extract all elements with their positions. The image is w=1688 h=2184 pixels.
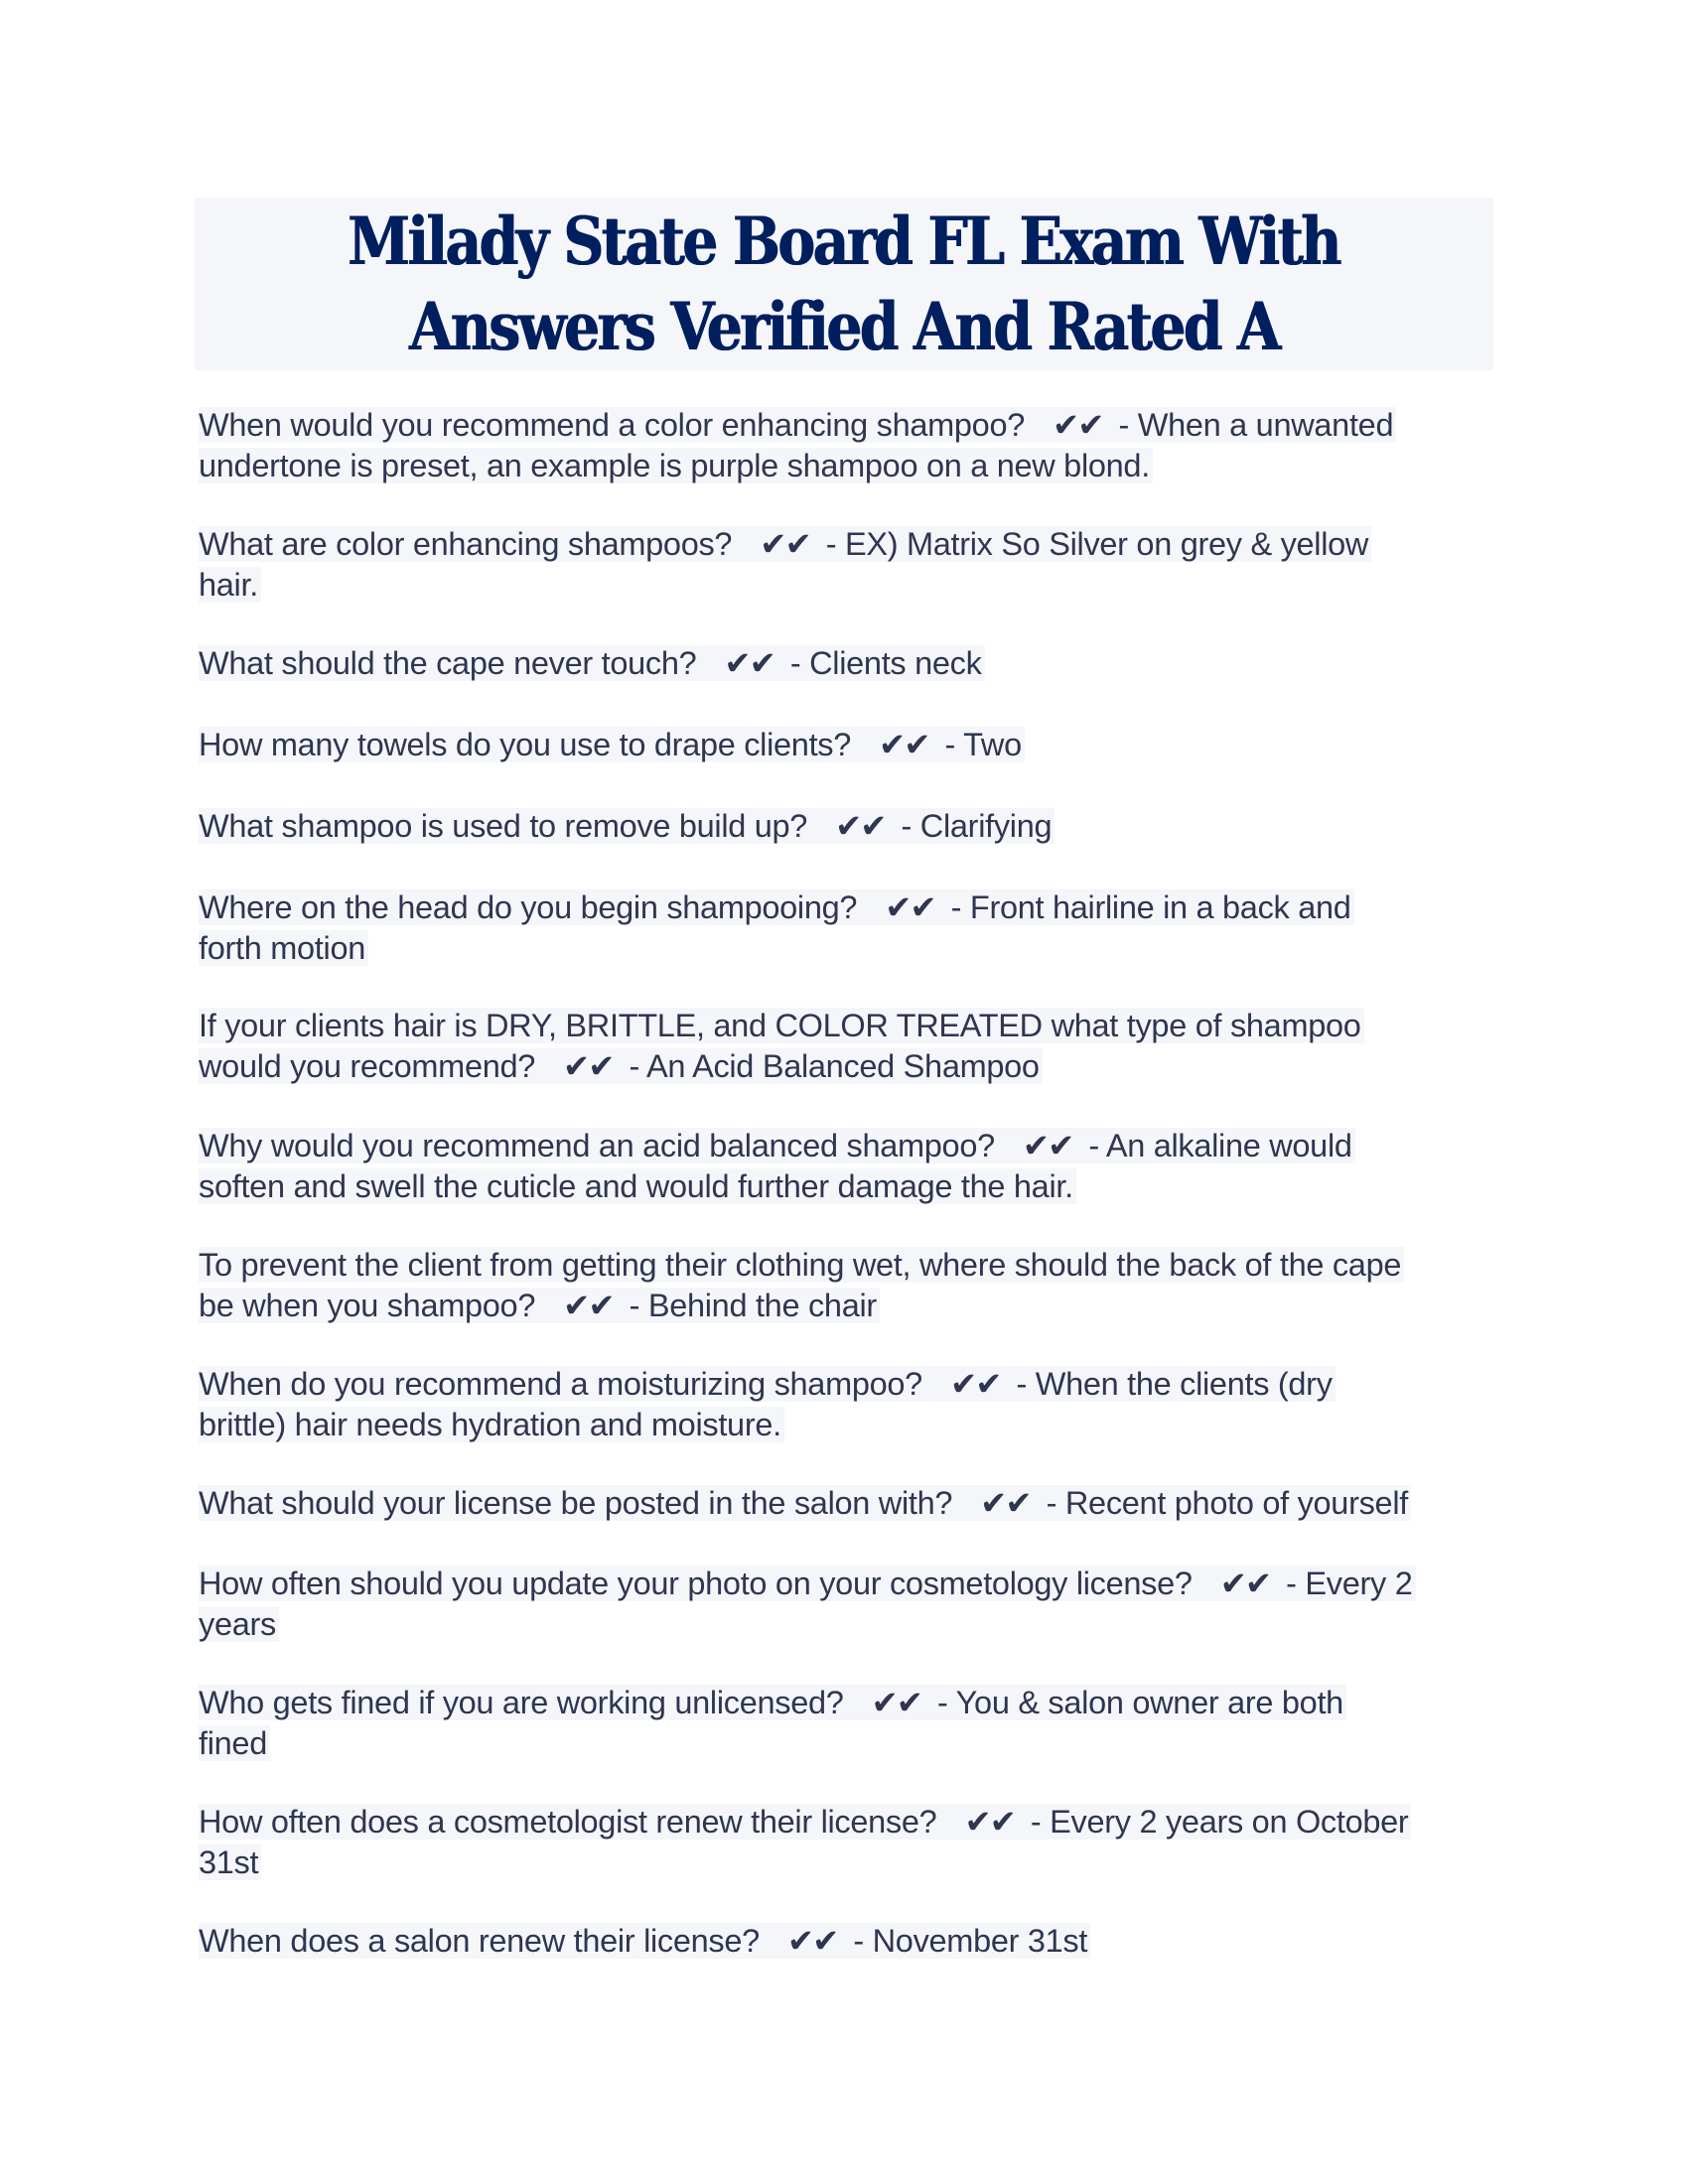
double-check-icon: ✔✔ (949, 1365, 1001, 1403)
qa-item (199, 1564, 1499, 1645)
answer: - When a unwanted (1118, 407, 1394, 443)
question: Who gets fined if you are working unlicensed? (199, 1685, 844, 1720)
question: When do you recommend a moisturizing shampoo? (199, 1366, 922, 1402)
double-check-icon: ✔✔ (871, 1684, 921, 1721)
answer: - Front hairline in a back and (950, 889, 1351, 925)
answer-continuation: forth motion (199, 930, 368, 966)
answer-continuation: fined (199, 1725, 270, 1761)
qa-item (199, 725, 1499, 765)
question: Why would you recommend an acid balanced shampoo? (199, 1128, 995, 1163)
qa-item (199, 1006, 1499, 1087)
answer: - Behind the chair (629, 1288, 877, 1323)
double-check-icon: ✔✔ (786, 1922, 838, 1960)
answer: - November 31st (853, 1923, 1088, 1959)
answer: - You & salon owner are both (936, 1685, 1343, 1720)
answer: - When the clients (dry (1016, 1366, 1333, 1402)
double-check-icon: ✔✔ (563, 1047, 614, 1085)
answer: - Recent photo of yourself (1046, 1485, 1408, 1521)
answer-continuation: undertone is preset, an example is purple shampoo on a new blond. (199, 448, 1153, 483)
double-check-icon: ✔✔ (724, 644, 774, 682)
answer: - Clarifying (901, 808, 1053, 844)
answer-continuation: brittle) hair needs hydration and moisture. (199, 1407, 784, 1442)
question: be when you shampoo? (199, 1288, 536, 1323)
double-check-icon: ✔✔ (835, 807, 886, 845)
qa-item (199, 1483, 1499, 1524)
qa-item (199, 405, 1499, 486)
question-line-1: To prevent the client from getting their clothing wet, where should the back of the cape (199, 1247, 1404, 1283)
qa-item (199, 1802, 1499, 1883)
double-check-icon: ✔✔ (885, 888, 935, 926)
qa-item (199, 1683, 1499, 1764)
question: How often does a cosmetologist renew their license? (199, 1804, 937, 1840)
double-check-icon: ✔✔ (964, 1803, 1015, 1841)
double-check-icon: ✔✔ (879, 726, 929, 763)
double-check-icon: ✔✔ (1219, 1565, 1271, 1602)
double-check-icon: ✔✔ (1053, 406, 1103, 444)
question: How many towels do you use to drape clients? (199, 727, 852, 762)
qa-item (199, 887, 1499, 969)
qa-item (199, 1245, 1499, 1326)
answer: - Every 2 (1286, 1566, 1413, 1601)
question: Where on the head do you begin shampooing? (199, 889, 858, 925)
qa-item (199, 1921, 1499, 1962)
answer-continuation: 31st (199, 1844, 261, 1880)
answer: - An Acid Balanced Shampoo (629, 1048, 1040, 1084)
answer: - EX) Matrix So Silver on grey & yellow (825, 526, 1369, 562)
qa-item (199, 806, 1499, 847)
question: How often should you update your photo on your cosmetology license? (199, 1566, 1193, 1601)
qa-item (199, 643, 1499, 684)
double-check-icon: ✔✔ (760, 525, 810, 563)
question: What shampoo is used to remove build up? (199, 808, 808, 844)
answer-continuation: hair. (199, 567, 261, 603)
title-line-1: Milady State Board FL Exam With (348, 203, 1340, 280)
answer-continuation: soften and swell the cuticle and would further damage the hair. (199, 1168, 1076, 1204)
question: What should the cape never touch? (199, 645, 697, 681)
answer: - Clients neck (789, 645, 982, 681)
answer: - Every 2 years on October (1030, 1804, 1409, 1840)
qa-item (199, 524, 1499, 606)
question: What are color enhancing shampoos? (199, 526, 733, 562)
qa-item (199, 1126, 1499, 1207)
answer: - An alkaline would (1088, 1128, 1352, 1163)
answer: - Two (944, 727, 1022, 762)
title-line-2: Answers Verified And Rated A (409, 288, 1279, 365)
question: When would you recommend a color enhancing shampoo? (199, 407, 1026, 443)
double-check-icon: ✔✔ (563, 1287, 614, 1324)
question: What should your license be posted in the salon with? (199, 1485, 953, 1521)
qa-item (199, 1364, 1499, 1445)
question: When does a salon renew their license? (199, 1923, 760, 1959)
double-check-icon: ✔✔ (980, 1484, 1031, 1522)
double-check-icon: ✔✔ (1022, 1127, 1073, 1164)
question: would you recommend? (199, 1048, 536, 1084)
document-title (195, 198, 1493, 370)
answer-continuation: years (199, 1606, 279, 1642)
question-line-1: If your clients hair is DRY, BRITTLE, and COLOR TREATED what type of shampoo (199, 1008, 1364, 1043)
